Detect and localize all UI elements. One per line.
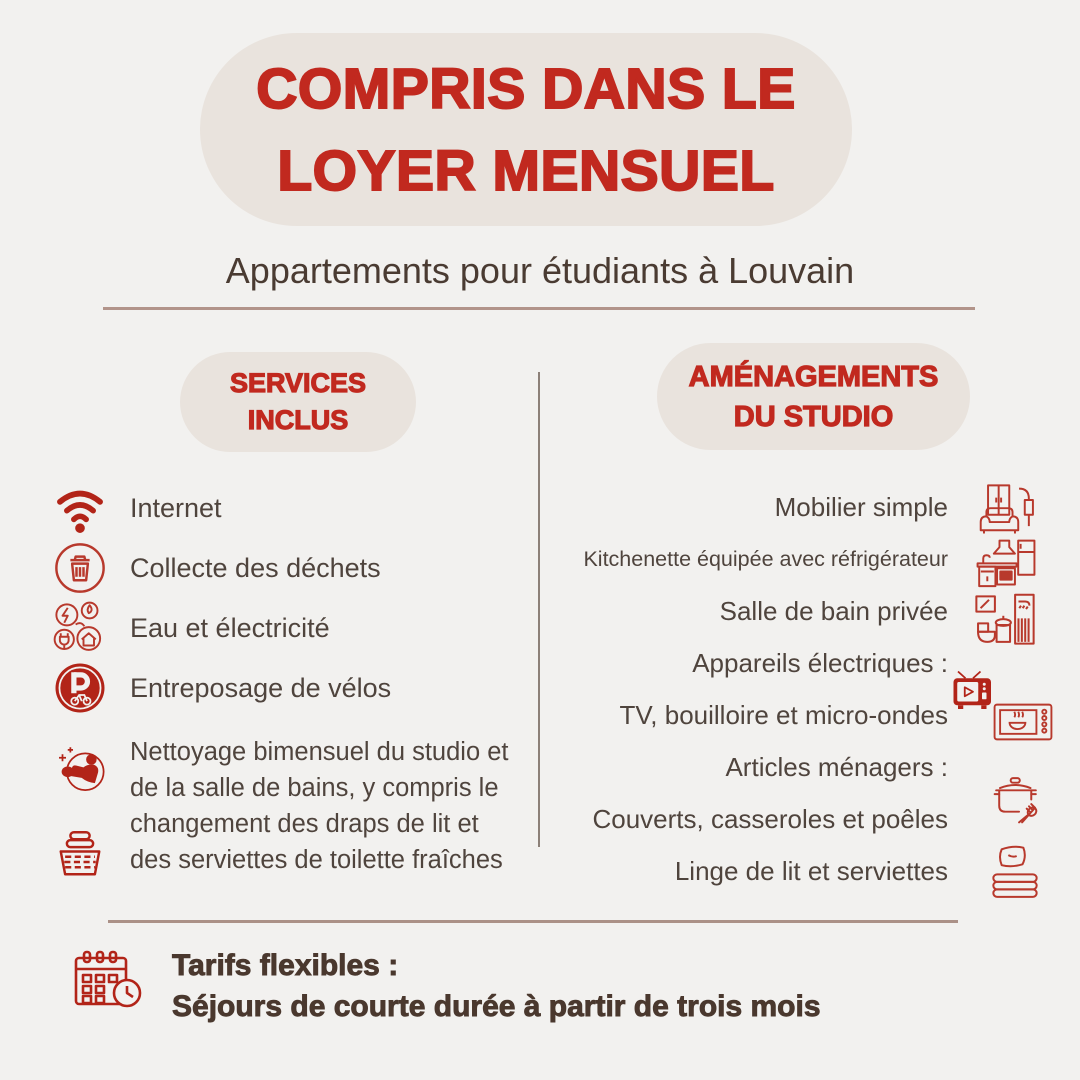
- amenities-header-line2: DU STUDIO: [733, 400, 894, 433]
- service-item-label: Entreposage de vélos: [130, 672, 392, 703]
- page-title-line2: LOYER MENSUEL: [277, 138, 775, 203]
- amenity-item-kitchenette: Kitchenette équipée avec réfrigérateur: [583, 546, 948, 571]
- bike-parking-icon: [30, 660, 130, 716]
- service-item-icons: [30, 734, 130, 888]
- utilities-icon: [30, 600, 130, 656]
- service-item-cleaning: [30, 734, 522, 888]
- title-banner: [200, 33, 852, 226]
- footer-line1: Tarifs flexibles :: [172, 949, 399, 982]
- amenity-item-household-detail: Couverts, casseroles et poêles: [592, 803, 948, 834]
- calendar-clock-icon: [70, 948, 146, 1016]
- services-header-line2: INCLUS: [247, 405, 349, 435]
- tv-icon: [949, 665, 997, 717]
- amenity-item-bathroom: Salle de bain privée: [719, 595, 948, 626]
- amenity-item-appliances-heading: Appareils électriques :: [692, 647, 948, 678]
- bathroom-icon: [973, 593, 1037, 647]
- furniture-icon: [975, 481, 1037, 537]
- amenity-item-furniture: Mobilier simple: [774, 491, 948, 522]
- laundry-basket-icon: [52, 827, 108, 888]
- microwave-icon: [993, 699, 1053, 745]
- services-list: [30, 478, 522, 888]
- service-item-waste: [30, 538, 522, 598]
- trash-bin-icon: [30, 540, 130, 596]
- cookware-icon: [987, 769, 1045, 833]
- amenity-item-household-heading: Articles ménagers :: [725, 751, 948, 782]
- service-item-label: Collecte des déchets: [130, 552, 381, 583]
- service-item-label: Eau et électricité: [130, 612, 330, 643]
- column-divider: [538, 372, 540, 847]
- amenity-item-appliances-detail: TV, bouilloire et micro-ondes: [619, 699, 948, 730]
- service-item-label: Nettoyage bimensuel du studio et de la salle de bains, y compris le changement des draps de lit et des serviettes de toilette fraîches: [130, 738, 509, 874]
- footer-line2: Séjours de courte durée à partir de trois mois: [172, 990, 821, 1023]
- service-item-label: Internet: [130, 492, 222, 523]
- kitchenette-icon: [975, 539, 1037, 591]
- amenities-list: [545, 481, 1060, 913]
- page-subtitle: Appartements pour étudiants à Louvain: [225, 250, 855, 291]
- services-header-line1: SERVICES: [229, 368, 367, 398]
- services-header: [180, 352, 416, 452]
- footer-divider: [108, 920, 958, 923]
- linens-icon: [985, 840, 1045, 902]
- amenity-item-linens: Linge de lit et serviettes: [674, 855, 948, 886]
- amenities-header: [657, 343, 970, 450]
- service-item-bike-storage: [30, 658, 522, 718]
- wifi-icon: [30, 480, 130, 536]
- page-title-line1: COMPRIS DANS LE: [256, 56, 796, 121]
- service-item-internet: [30, 478, 522, 538]
- footer-note: [172, 945, 821, 1027]
- cleaning-icon: [52, 742, 108, 803]
- amenities-header-line1: AMÉNAGEMENTS: [688, 360, 939, 393]
- service-item-utilities: [30, 598, 522, 658]
- subtitle-divider: [103, 307, 975, 310]
